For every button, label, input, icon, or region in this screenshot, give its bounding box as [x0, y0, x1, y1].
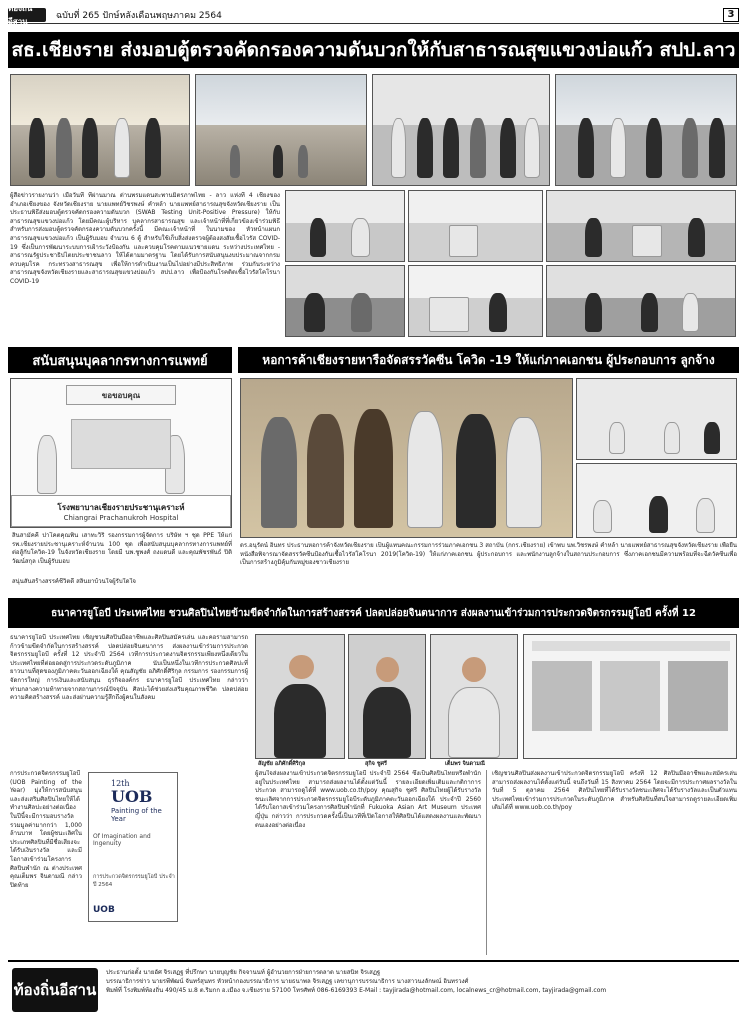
- photo-grid-3: [546, 190, 736, 262]
- thank-you-sign: [66, 385, 176, 405]
- uob-web-card: [523, 634, 737, 759]
- footer-line-1: ประธานก่อตั้ง นายอัศ จิรเสฏฐ ที่ปรึกษา นายบุญชัย กิจจานนท์ ผู้อำนวยการฝ่ายการตลาด นายสนิท จิรเสฏฐ: [106, 969, 381, 976]
- portrait-3: [430, 634, 518, 759]
- poster-subtitle: Painting of the Year: [111, 807, 162, 823]
- photo-grid-4: [285, 265, 405, 337]
- portrait-2: [348, 634, 426, 759]
- hospital-sign: [11, 495, 231, 527]
- medical-caption-2: สนุ่นสันสร้างสรรค์ชีวิตดี สลินยาบ้วนใจผู้รับใดใจ: [12, 578, 136, 585]
- headline-chamber: หอการค้าเชียงรายหารือจัดสรรวัคซีน โควิด -19 ให้แก่ภาคเอกชน ผู้ประกอบการ ลูกจ้าง: [238, 347, 739, 373]
- portrait-2-name: สุกิจ ชูศรี: [365, 761, 388, 767]
- uob-col4-text: เชิญชวนศิลปินส่งผลงานเข้าประกวดจิตรกรรมยูโอบี ครั้งที่ 12 ศิลปินมืออาชีพและสมัครเล่นสามารถส่งผลงานได้ตั้งแต่วันนี้ จนถึงวันที่ 15 สิงหาคม 2564 โดยจะมีการประกาศผลรางวัลในวันที่ 5 ตุลาคม 2564 ศิลปินไทยที่ได้รับรางวัลชนะเลิศจะได้รับรางวัลและเป็นตัวแทนประเทศไทยเข้าร่วมการประกวดในระดับภูมิภาค สำหรับศิลปินที่สนใจสามารถดูรายละเอียดเพิ่มเติมได้ที่ www.uob.co.th/poy: [492, 770, 737, 812]
- photo-chamber-main: [240, 378, 573, 538]
- uob-col1-text: ธนาคารยูโอบี ประเทศไทย เชิญชวนศิลปินมืออาชีพและศิลปินสมัครเล่น และคอรามสามารถก้าวข้ามขีดจำกัดในการสร้างสรรค์ ปลดปล่อยจินตนาการ ส่งผลงานเข้าร่วมการประกวดจิตรกรรมยูโอบี ครั้งที่ 12 ประจำปี 2564 เวทีการประกวดงานจิตรกรรมเพียงหนึ่งเดียวในประเทศไทยที่ต่อยอดสู่การประกวดระดับภูมิภาค นับเป็นหนึ่งในเวทีการประกวดศิลปะที่ยาวนานที่สุดของภูมิภาคตะวันออกเฉียงใต้ คุณสัญชัย อภิศักดิ์ศิริกุล กรรมการ รองกรรมการผู้จัดการใหญ่ การเงินและสนับสนุน ธุรกิจองค์กร ธนาคารยูโอบี ประเทศไทย กล่าวว่า ท่ามกลางความท้าทายจากสถานการณ์ปัจจุบัน ศิลปะได้ช่วยส่งเสริมคุณภาพชีวิต ปลดปล่อยความคิดสร้างสรรค์ และส่งผ่านความรู้สึกถึงผู้คนในสังคม: [10, 634, 248, 702]
- portrait-1-name: สัญชัย อภิศักดิ์ศิริกุล: [258, 761, 306, 767]
- sign-title: ขอขอบคุณ: [101, 390, 141, 400]
- photo-top-2: [195, 74, 367, 186]
- medical-caption: สินสามัคคี ปาโคตคุณพิน เสาทะวิริ รองกรรมการผู้จัดการ บริษัท ฯ ชุด PPE ให้แก่รพ.เชียงรายประชานุเคราะห์จำนวน 100 ชุด เพื่อสนับสนุนบุคลากรทางการแพทย์ที่ต่อสู้กับโควิด-19 ในจังหวัดเชียงราย โดยมี นพ.ชูพงศ์ ถงแดนดี และคุณพัชรพันธ์ ปิติวัฒน์สกุล เป็นผู้รับมอบ: [12, 532, 232, 565]
- article-main-text: ผู้สื่อข่าวรายงานว่า เมื่อวันที่ ที่ผ่านมาณ ด่านพรมแดนสะพานมิตรภาพไทย - ลาว แห่งที่ 4 เชียงของ อำเภอเชียงของ จังหวัดเชียงราย นายแพทย์วิชรพงษ์ คำหล้า นายแพทย์สาธารณสุขจังหวัดเชียงราย เป็นประธานพิธีส่งมอบตู้ตรวจคัดกรองความดันบวก (SWAB Testing Unit-Positive Pressure) ให้กับสาธารณสุขแขวงบ่อแก้ว โดยมีคณะผู้บริหาร บุคลากรสาธารณสุข และเจ้าหน้าที่ที่เกี่ยวข้องเข้าร่วมพิธี สำหรับการส่งมอบตู้ตรวจคัดกรองความดันบวกครั้งนี้ มีคณะเจ้าหน้าที่ ในนามของ หัวหน้าแผนกสาธารณสุขแขวงบ่อแก้ว เป็นผู้รับมอบ จำนวน 6 ตู้ สำหรับใช้เก็บสิ่งส่งตรวจผู้ต้องสงสัยเชื้อไวรัส COVID-19 ซึ่งเป็นการพัฒนาระบบการเฝ้าระวังป้องกัน และควบคุมโรคตามแนวชายแดน ระหว่างประเทศไทย - สาธารณรัฐประชาธิปไตยประชาชนลาว ให้ได้ตามมาตรฐาน โดยได้รับการสนับสนุนงบประมาณจากกรมควบคุมโรค กระทรวงสาธารณสุข เพื่อให้การดำเนินงานเป็นไปอย่างมีประสิทธิภาพ ร่วมกันระหว่างสาธารณสุขจังหวัดเชียงรายและสาธารณสุขแขวงบ่อแก้ว สปป.ลาว เพื่อป้องกันโรคติดเชื้อไวรัสโคโรนา COVID-19: [10, 192, 280, 285]
- uob-col3-text: ผู้สนใจส่งผลงานเข้าประกวดจิตรกรรมยูโอบี ประจำปี 2564 ซึ่งเป็นศิลปินไทยหรือพำนักอยู่ในประเทศไทย สามารถส่งผลงานได้ตั้งแต่วันนี้ รายละเอียดเพิ่มเติมและกติกาการประกวด สามารถดูได้ที่ www.uob.co.th/poy คุณสุกิจ ชูศรี ศิลปินไทยผู้ได้รับรางวัลชนะเลิศจากการประกวดจิตรกรรมยูโอบีระดับภูมิภาคตะวันออกเฉียงใต้ ประจำปี 2560 ได้รับโอกาสเข้าร่วมโครงการศิลปินพำนักที่ Fukuoka Asian Art Museum ประเทศญี่ปุ่น กล่าวว่า การประกวดครั้งนี้เป็นเวทีที่เปิดโอกาสให้ศิลปินได้แสดงผลงานและพัฒนาตนเองอย่างต่อเนื่อง: [255, 770, 481, 829]
- portrait-3-name: เต็มพร จินดามณี: [445, 761, 485, 767]
- footer-line-2: บรรณาธิการข่าว นายรพีพัฒน์ จันทร์สุนทร หัวหน้ากองบรรณาธิการ นายธนาพล จิรเสฏฐ เลขานุการบรรณาธิการ นางสาวนงลักษณ์ อินทรวงศ์: [106, 978, 469, 985]
- column-rule: [486, 770, 487, 955]
- photo-grid-1: [285, 190, 405, 262]
- photo-top-4: [555, 74, 737, 186]
- uob-poster: [88, 772, 178, 922]
- photo-medical: [10, 378, 232, 528]
- footer-line-3: พิมพ์ที่ โรงพิมพ์ท้องถิ่น 490/45 ม.8 ต.ริมกก อ.เมือง จ.เชียงราย 57100 โทรศัพท์ 086-6169393 E-Mail : tayjirada@hotmail.com, localnews_cr@hotmail.com, tayjirada@gmail.com: [106, 987, 607, 994]
- hospital-name-en: Chiangrai Prachanukroh Hospital: [63, 513, 179, 522]
- poster-bottom: การประกวดจิตรกรรมยูโอบี ประจำปี 2564: [93, 874, 175, 888]
- photo-top-3: [372, 74, 550, 186]
- photo-grid-6: [546, 265, 736, 337]
- footer-logo: ท้องถิ่นอีสาน: [12, 968, 98, 1012]
- footer: [8, 960, 739, 1018]
- poster-tagline: Of Imagination and Ingenuity: [93, 833, 151, 847]
- photo-grid-2: [408, 190, 543, 262]
- headline-medical: สนับสนุนบุคลากรทางการแพทย์: [8, 347, 232, 373]
- hospital-name-th: โรงพยาบาลเชียงรายประชานุเคราะห์: [57, 502, 185, 512]
- photo-grid-5: [408, 265, 543, 337]
- poster-logo: UOB: [93, 905, 115, 915]
- headline-main: สธ.เชียงราย ส่งมอบตู้ตรวจคัดกรองความดันบวกให้กับสาธารณสุขแขวงบ่อแก้ว สปป.ลาว: [8, 32, 739, 68]
- headline-uob: ธนาคารยูโอบี ประเทศไทย ชวนศิลปินไทยข้ามขีดจำกัดในการสร้างสรรค์ ปลดปล่อยจินตนาการ ส่งผลงานเข้าร่วมการประกวดจิตรกรรมยูโอบี ครั้งที่ 12: [8, 598, 739, 628]
- issue-info: ฉบับที่ 265 ปักษ์หลังเดือนพฤษภาคม 2564: [56, 10, 222, 21]
- page-number: 3: [723, 8, 739, 22]
- photo-chamber-3: [576, 463, 737, 538]
- photo-chamber-2: [576, 378, 737, 460]
- poster-edition: 12th: [111, 779, 130, 788]
- poster-title: UOB: [111, 787, 153, 806]
- masthead: [8, 3, 739, 26]
- footer-text: [106, 968, 736, 995]
- masthead-logo: ท้องถิ่นอีสาน: [8, 8, 46, 22]
- chamber-caption: ดร.อนุรัตน์ อินทร ประธานหอการค้าจังหวัดเชียงราย เป็นผู้แทนคณะกรรมการร่วมภาคเอกชน 3 สถาบัน (กกร.เชียงราย) เข้าพบ นพ.วิชรพงษ์ คำหล้า นายแพทย์สาธารณสุขจังหวัดเชียงราย เพื่อยื่นหนังสือพิจารณาจัดสรรวัคซีนป้องกันเชื้อไวรัสโคโรนา 2019(โควิด-19) ให้แก่ภาคเอกชน ผู้ประกอบการ และพนักงานลูกจ้างในสถานประกอบการ ซึ่งภาคเอกชนมีความพร้อมที่จะฉีดวัคซีนเพื่อเป็นการสร้างภูมิคุ้มกันหมู่ของชาวเชียงราย: [240, 542, 737, 567]
- photo-top-1: [10, 74, 190, 186]
- portrait-1: [255, 634, 345, 759]
- uob-col2-text: การประกวดจิตรกรรมยูโอบี (UOB Painting of the Year) มุ่งให้การสนับสนุนและส่งเสริมศิลปินไทยให้ได้ทำงานศิลปะอย่างต่อเนื่อง ในปีนี้จะมีการมอบรางวัลรวมมูลค่ามากกว่า 1,000 ล้านบาท โดยผู้ชนะเลิศในประเภทศิลปินที่มีชื่อเสียงจะได้รับเงินรางวัล และมีโอกาสเข้าร่วมโครงการศิลปินพำนัก ณ ต่างประเทศ คุณเต็มพร จินดามณี กล่าวปิดท้าย: [10, 770, 82, 889]
